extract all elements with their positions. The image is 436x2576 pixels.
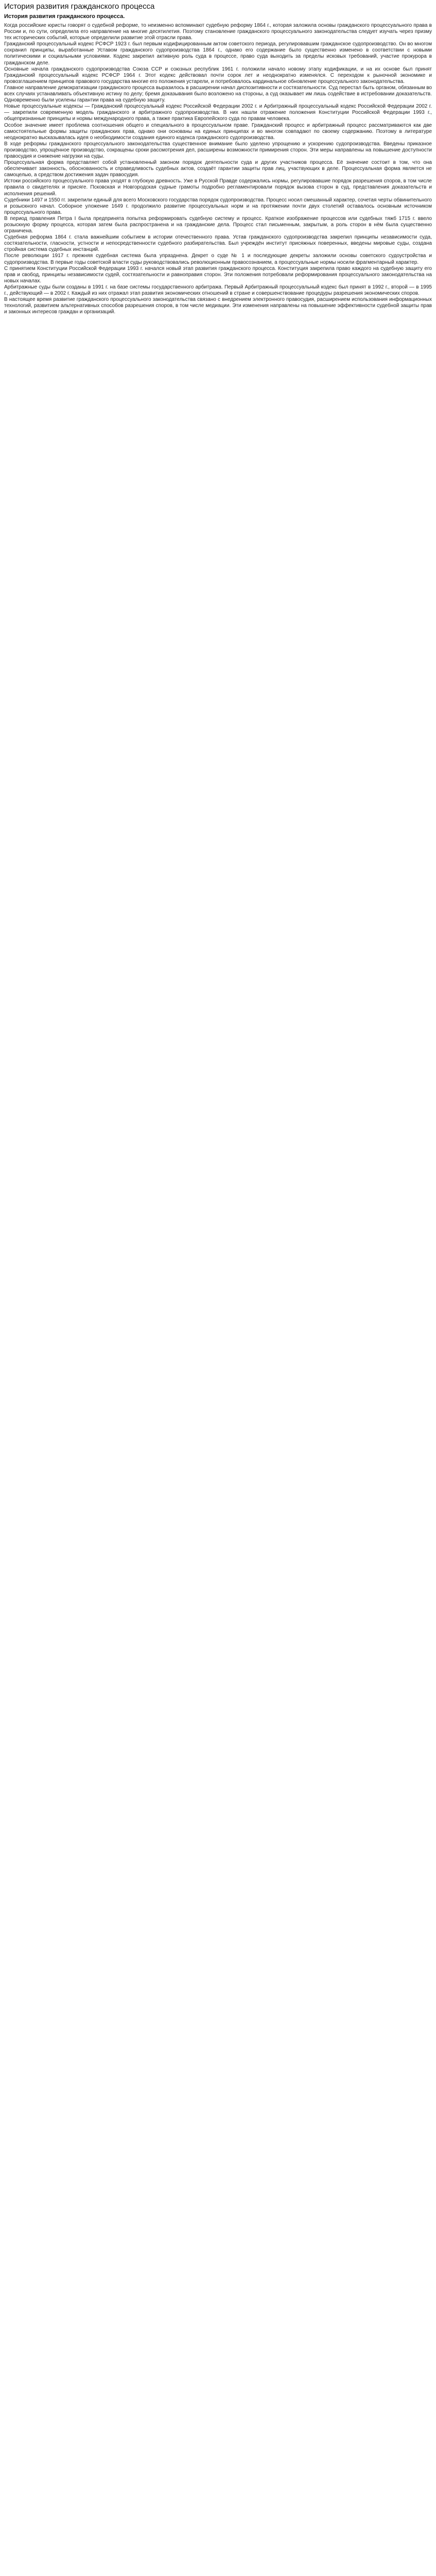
paragraph: Главное направление демократизации гражданского процесса выразилось в расширении начал диспозитивности и состязательности. Суд перестал быть органом, обязанным во всех случаях устанавливать объективную истину по делу; бремя доказывания было возложено на стороны, а суд оказывает им лишь содействие в истребовании доказательств. Одновременно были усилены гарантии права на судебную защиту. bbox=[4, 84, 432, 104]
paragraph: Особое значение имеет проблема соотношения общего и специального в процессуальном праве. Гражданский процесс и арбитражный процесс рассматриваются как две самостоятельные формы защиты гражданских прав, однако они основаны на единых принципах и во многом совпадают по своему содержанию. Поэтому в литературе неоднократно высказывалась идея о необходимости создания единого кодекса гражданского судопроизводства. bbox=[4, 122, 432, 141]
paragraph: Судебники 1497 и 1550 гг. закрепили единый для всего Московского государства порядок судопроизводства. Процесс носил смешанный характер, сочетая черты обвинительного и розыскного начал. Соборное уложение 1649 г. продолжило развитие процессуальных норм и на протяжении почти двух столетий оставалось основным источником процессуального права. bbox=[4, 197, 432, 215]
page-title: История развития гражданского процесса bbox=[4, 2, 155, 11]
paragraph: Арбитражные суды были созданы в 1991 г. на базе системы государственного арбитража. Первый Арбитражный процессуальный кодекс был принят в 1992 г., второй — в 1995 г., действующий — в 2002 г. Каждый из них отражал этап развития экономических отношений в стране и совершенствование процедуры разрешения экономических споров. bbox=[4, 284, 432, 297]
paragraph: Судебная реформа 1864 г. стала важнейшим событием в истории отечественного права. Устав гражданского судопроизводства закрепил принципы независимости суда, состязательности, гласности, устности и непосредственности судебного разбирательства. Был учреждён институт присяжных поверенных, введены мировые суды, создана стройная система судебных инстанций. bbox=[4, 234, 432, 253]
paragraph: В период правления Петра I была предпринята попытка реформировать судебную систему и процесс. Краткое изображение процессов или судебных тяжб 1715 г. ввело розыскную форму процесса, которая затем была распространена и на гражданские дела. Процесс стал письменным, закрытым, а роль сторон в нём была существенно ограничена. bbox=[4, 215, 432, 234]
paragraph: Когда российские юристы говорят о судебной реформе, то неизменно вспоминают судебную реформу 1864 г., которая заложила основы гражданского процессуального права в России и, по сути, определила его направление на многие десятилетия. Поэтому становление гражданского процессуального законодательства следует изучать через призму тех исторических событий, которые определили развитие этой отрасли права. bbox=[4, 23, 432, 41]
article-body bbox=[4, 23, 432, 315]
paragraph: Истоки российского процессуального права уходят в глубокую древность. Уже в Русской Правде содержались нормы, регулировавшие порядок разрешения споров, в том числе правила о свидетелях и присяге. Псковская и Новгородская судные грамоты подробно регламентировали порядок вызова сторон в суд, представления доказательств и исполнения решений. bbox=[4, 178, 432, 197]
paragraph: С принятием Конституции Российской Федерации 1993 г. начался новый этап развития гражданского процесса. Конституция закрепила право каждого на судебную защиту его прав и свобод, принципы независимости судей, состязательности и равноправия сторон. Эти положения потребовали реформирования процессуального законодательства на новых началах. bbox=[4, 265, 432, 284]
paragraph: Процессуальная форма представляет собой установленный законом порядок деятельности суда и других участников процесса. Её значение состоит в том, что она обеспечивает законность, обоснованность и справедливость судебных актов, создаёт гарантии защиты прав лиц, участвующих в деле. Процессуальная форма является не самоцелью, а средством достижения задач правосудия. bbox=[4, 160, 432, 178]
section-heading: История развития гражданского процесса. bbox=[4, 13, 125, 20]
paragraph: В ходе реформы гражданского процессуального законодательства существенное внимание было уделено упрощению и ускорению судопроизводства. Введены приказное производство, упрощённое производство, сокращены сроки рассмотрения дел, расширены возможности примирения сторон. Эти меры направлены на повышение доступности правосудия и снижение нагрузки на суды. bbox=[4, 141, 432, 159]
paragraph: В настоящее время развитие гражданского процессуального законодательства связано с внедрением электронного правосудия, расширением использования информационных технологий, развитием альтернативных способов разрешения споров, в том числе медиации. Эти изменения направлены на повышение эффективности судебной защиты прав и законных интересов граждан и организаций. bbox=[4, 297, 432, 315]
paragraph: Основные начала гражданского судопроизводства Союза ССР и союзных республик 1961 г. положили начало новому этапу кодификации, и на их основе был принят Гражданский процессуальный кодекс РСФСР 1964 г. Этот кодекс действовал почти сорок лет и неоднократно изменялся. С переходом к рыночной экономике и провозглашением принципов правового государства многие его положения устарели, и потребовалось кардинальное обновление процессуального законодательства. bbox=[4, 66, 432, 84]
paragraph: Новые процессуальные кодексы — Гражданский процессуальный кодекс Российской Федерации 2002 г. и Арбитражный процессуальный кодекс Российской Федерации 2002 г. — закрепили современную модель гражданского и арбитражного судопроизводства. В них нашли отражение положения Конституции Российской Федерации 1993 г., общепризнанные принципы и нормы международного права, а также практика Европейского суда по правам человека. bbox=[4, 104, 432, 122]
paragraph: Гражданский процессуальный кодекс РСФСР 1923 г. был первым кодифицированным актом советского периода, регулировавшим гражданское судопроизводство. Он во многом сохранил принципы, выработанные Уставом гражданского судопроизводства 1864 г., однако его содержание было существенно изменено в соответствии с новыми политическими и социальными условиями. Кодекс закрепил активную роль суда в процессе, право суда выходить за пределы исковых требований, участие прокурора в гражданском деле. bbox=[4, 41, 432, 66]
paragraph: После революции 1917 г. прежняя судебная система была упразднена. Декрет о суде № 1 и последующие декреты заложили основы советского судоустройства и судопроизводства. В первые годы советской власти суды руководствовались революционным правосознанием, а процессуальные нормы носили фрагментарный характер. bbox=[4, 253, 432, 265]
